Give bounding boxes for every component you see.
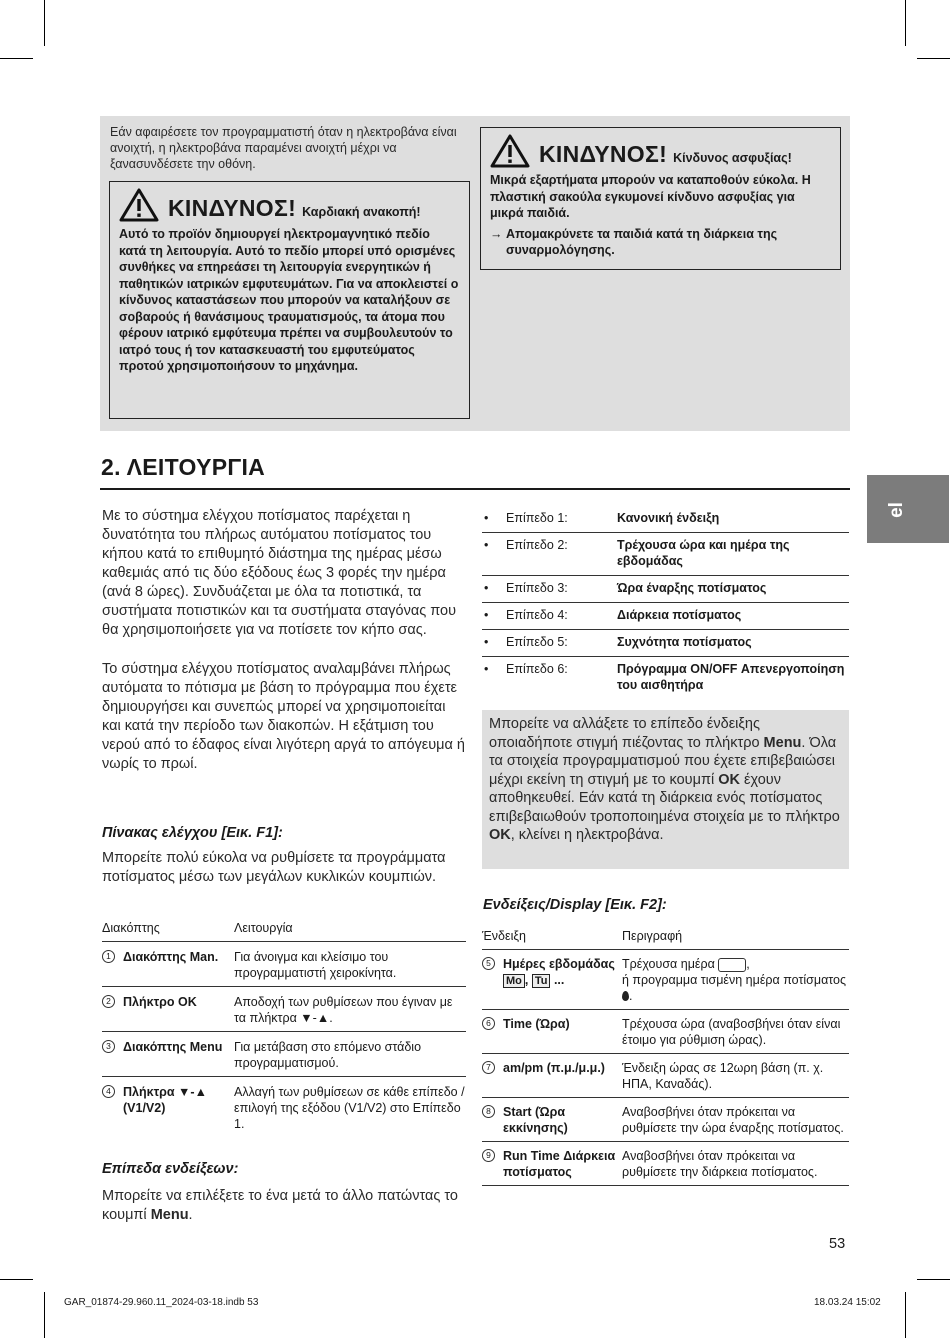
display-levels-heading: Επίπεδα ενδείξεων: xyxy=(102,1161,239,1177)
control-desc: Για άνοιγμα και κλείσιμο του προγραμματιστή χειροκίνητα. xyxy=(234,942,466,987)
control-name: Πλήκτρα ▼-▲ (V1/V2) xyxy=(123,1085,207,1115)
language-tab-label: el xyxy=(885,502,907,518)
list-item: • Επίπεδο 4: Διάρκεια ποτίσματος xyxy=(482,603,849,630)
display-name: Start (Ώρα εκκίνησης) xyxy=(503,1105,568,1135)
table-row: 5 Ημέρες εβδομάδας Mo , Tu ... Τρέχουσα ημέρα , ή προγραμμα τισμένη ημέρα ποτίσματος . xyxy=(482,950,849,1010)
number-badge: 3 xyxy=(102,1040,115,1053)
display-name: Run Time Διάρκεια ποτίσματος xyxy=(503,1149,616,1179)
level-desc: Ώρα έναρξης ποτίσματος xyxy=(617,581,767,595)
display-name: Time (Ώρα) xyxy=(503,1017,570,1031)
danger-box-suffocation xyxy=(480,127,841,270)
danger-box-cardiac xyxy=(109,181,470,419)
crop-mark xyxy=(905,1292,906,1338)
list-item: • Επίπεδο 3: Ώρα έναρξης ποτίσματος xyxy=(482,576,849,603)
paragraph-automatic: Το σύστημα ελέγχου ποτίσματος αναλαμβάνει πλήρως αυτόματα το πότισμα με βάση το πρόγραμμα που έχετε δημιουργήσει και συνεπώς μπορεί να χρησιμοποιείται και κατά την περίοδο των διακοπών. Η εξάτμιση του νερού από το έδαφος είναι λιγότερη αργά το απόγευμα ή νωρίς το πρωί. xyxy=(102,661,465,772)
level-desc: Τρέχουσα ώρα και ημέρα της εβδομάδας xyxy=(617,538,790,568)
level-desc: Διάρκεια ποτίσματος xyxy=(617,608,742,622)
danger-word: ΚΙΝΔΥΝΟΣ! xyxy=(168,195,297,221)
display-heading: Ενδείξεις/Display [Εικ. F2]: xyxy=(483,897,667,913)
table-row xyxy=(102,1032,466,1077)
crop-mark xyxy=(917,58,950,59)
number-badge: 7 xyxy=(482,1061,495,1074)
control-table xyxy=(102,916,466,1137)
menu-info-box: Μπορείτε να αλλάξετε το επίπεδο ένδειξης οποιαδήποτε στιγμή πιέζοντας το πλήκτρο Menu. Όλα τα στοιχεία προγραμματισμού που έχετε επιβεβαιώσει μέχρι εκείνη τη στιγμή με το κουμπί OK έχουν αποθηκευθεί. Εάν κατά τη διάρκεια ενός ποτίσματος επιβεβαιωθούν τροποποιημένα στοιχεία με το πλήκτρο OK, κλείνει η ηλεκτροβάνα. xyxy=(482,710,849,869)
crop-mark xyxy=(917,1279,950,1280)
table-header: Διακόπτης xyxy=(102,916,234,942)
display-desc: Αναβοσβήνει όταν πρόκειται να ρυθμίσετε την διάρκεια ποτίσματος. xyxy=(622,1142,849,1186)
table-header: Ένδειξη xyxy=(482,925,622,950)
table-row xyxy=(482,1010,849,1054)
display-name: Ημέρες εβδομάδας xyxy=(503,957,615,971)
display-levels-text: Μπορείτε να επιλέξετε το ένα μετά το άλλο πατώντας το κουμπί Menu. xyxy=(102,1188,458,1223)
level-label: Επίπεδο 4: xyxy=(506,608,568,622)
number-badge: 5 xyxy=(482,957,495,970)
control-name: Διακόπτης Man. xyxy=(123,950,219,964)
arrow-icon: → xyxy=(490,226,503,241)
crop-mark xyxy=(0,1279,33,1280)
display-desc: Αναβοσβήνει όταν πρόκειται να ρυθμίσετε την ώρα έναρξης ποτίσματος. xyxy=(622,1098,849,1142)
level-desc: Κανονική ένδειξη xyxy=(617,511,720,525)
page-number: 53 xyxy=(829,1236,846,1252)
number-badge: 1 xyxy=(102,950,115,963)
warning-triangle-icon xyxy=(490,134,530,168)
control-panel-text: Μπορείτε πολύ εύκολα να ρυθμίσετε τα προγράμματα ποτίσματος μέσω των μεγάλων κυκλικών κουμπιών. xyxy=(102,850,446,885)
list-item: • Επίπεδο 5: Συχνότητα ποτίσματος xyxy=(482,630,849,657)
level-desc: Συχνότητα ποτίσματος xyxy=(617,635,752,649)
footer-file: GAR_01874-29.960.11_2024-03-18.indb 53 xyxy=(64,1297,259,1308)
display-table xyxy=(482,925,849,1186)
level-label: Επίπεδο 6: xyxy=(506,662,568,676)
table-row xyxy=(102,1077,466,1138)
table-header: Περιγραφή xyxy=(622,925,849,950)
display-desc: Τρέχουσα ημέρα xyxy=(622,957,715,971)
display-desc: ή προγραμμα τισμένη ημέρα ποτίσματος xyxy=(622,973,847,987)
danger-action-text: Απομακρύνετε τα παιδιά κατά τη διάρκεια της συναρμολόγησης. xyxy=(506,226,778,257)
level-label: Επίπεδο 3: xyxy=(506,581,568,595)
danger-subtitle: Καρδιακή ανακοπή! xyxy=(302,205,421,219)
day-box-icon xyxy=(718,958,746,972)
number-badge: 9 xyxy=(482,1149,495,1162)
table-row xyxy=(102,987,466,1032)
list-item: • Επίπεδο 2: Τρέχουσα ώρα και ημέρα της εβδομάδας xyxy=(482,533,849,576)
levels-list xyxy=(482,506,849,699)
control-desc: Για μετάβαση στο επόμενο στάδιο προγραμματισμού. xyxy=(234,1032,466,1077)
crop-mark xyxy=(44,1292,45,1338)
crop-mark xyxy=(0,58,33,59)
danger-body: Μικρά εξαρτήματα μπορούν να καταποθούν εύκολα. Η πλαστική σακούλα εγκυμονεί κίνδυνο ασφυξίας για μικρά παιδιά. xyxy=(490,173,811,220)
control-desc: Αλλαγή των ρυθμίσεων σε κάθε επίπεδο / επιλογή της εξόδου (V1/V2) στο Επίπεδο 1. xyxy=(234,1085,465,1131)
number-badge: 6 xyxy=(482,1017,495,1030)
level-label: Επίπεδο 1: xyxy=(506,511,568,525)
table-row xyxy=(482,1054,849,1098)
list-item: • Επίπεδο 1: Κανονική ένδειξη xyxy=(482,506,849,533)
list-item: • Επίπεδο 6: Πρόγραμμα ON/OFF Απενεργοποίηση του αισθητήρα xyxy=(482,657,849,699)
danger-action xyxy=(490,226,831,259)
number-badge: 4 xyxy=(102,1085,115,1098)
table-row xyxy=(102,942,466,987)
intro-text: Εάν αφαιρέσετε τον προγραμματιστή όταν η ηλεκτροβάνα είναι ανοιχτή, η ηλεκτροβάνα παραμένει ανοιχτή μέχρι να ξανασυνδέσετε την οθόνη. xyxy=(110,125,457,171)
control-panel-heading: Πίνακας ελέγχου [Εικ. F1]: xyxy=(102,825,283,841)
language-tab xyxy=(867,475,949,543)
danger-subtitle: Κίνδυνος ασφυξίας! xyxy=(673,151,792,165)
warning-triangle-icon xyxy=(119,188,159,222)
day-key: Mo xyxy=(503,974,525,988)
table-row xyxy=(482,1142,849,1186)
paragraph-intro: Με το σύστημα ελέγχου ποτίσματος παρέχεται η δυνατότητα του πλήρως αυτόματου ποτίσματος του κήπου κατά το επιθυμητό διάστημα της ημέρας μέσω καθεμιάς από τις δύο εξόδους έως 3 φορές την ημέρα (ανά 8 ώρες). Συνδυάζεται με όλα τα ποτιστικά, τα συστήματα ποτιστικών και τα συστήματα σταγόνας που θα χρησιμοποιήσετε για να ποτίσετε τον κήπο σας. xyxy=(102,508,457,638)
section-title: 2. ΛΕΙΤΟΥΡΓΙΑ xyxy=(101,454,266,480)
display-desc: Ένδειξη ώρας σε 12ωρη βάση (π. χ. ΗΠΑ, Καναδάς). xyxy=(622,1054,849,1098)
control-name: Διακόπτης Menu xyxy=(123,1040,223,1054)
control-name: Πλήκτρο OK xyxy=(123,995,197,1009)
table-row xyxy=(482,1098,849,1142)
table-header: Λειτουργία xyxy=(234,916,466,942)
control-desc: Αποδοχή των ρυθμίσεων που έγιναν με τα πλήκτρα ▼-▲. xyxy=(234,987,466,1032)
level-label: Επίπεδο 2: xyxy=(506,538,568,552)
water-drop-icon xyxy=(622,991,629,1001)
number-badge: 8 xyxy=(482,1105,495,1118)
level-label: Επίπεδο 5: xyxy=(506,635,568,649)
display-name: am/pm (π.μ./μ.μ.) xyxy=(503,1061,605,1075)
crop-mark xyxy=(44,0,45,46)
danger-body: Αυτό το προϊόν δημιουργεί ηλεκτρομαγνητικό πεδίο κατά τη λειτουργία. Αυτό το πεδίο μπορεί υπό ορισμένες συνθήκες να επηρεάσει τη λειτουργία ενεργητικών ή παθητικών ιατρικών εμφυτευμάτων. Για να αποκλειστεί ο κίνδυνος καταστάσεων που μπορούν να καταλήξουν σε σοβαρούς ή θανάσιμους τραυματισμούς, τα άτομα που φέρουν ιατρικό εμφύτευμα πρέπει να συμβουλευτούν το ιατρό τους ή τον κατασκευαστή του εμφυτεύματος προτού χρησιμοποιήσουν το μηχάνημα. xyxy=(119,227,459,373)
level-desc: Πρόγραμμα ON/OFF Απενεργοποίηση του αισθητήρα xyxy=(617,662,845,692)
section-rule xyxy=(100,488,850,490)
crop-mark xyxy=(905,0,906,46)
number-badge: 2 xyxy=(102,995,115,1008)
footer-date: 18.03.24 15:02 xyxy=(814,1297,881,1308)
danger-word: ΚΙΝΔΥΝΟΣ! xyxy=(539,141,668,167)
day-key: Tu xyxy=(532,974,551,988)
display-desc: Τρέχουσα ώρα (αναβοσβήνει όταν είναι έτοιμο για ρύθμιση ώρας). xyxy=(622,1010,849,1054)
